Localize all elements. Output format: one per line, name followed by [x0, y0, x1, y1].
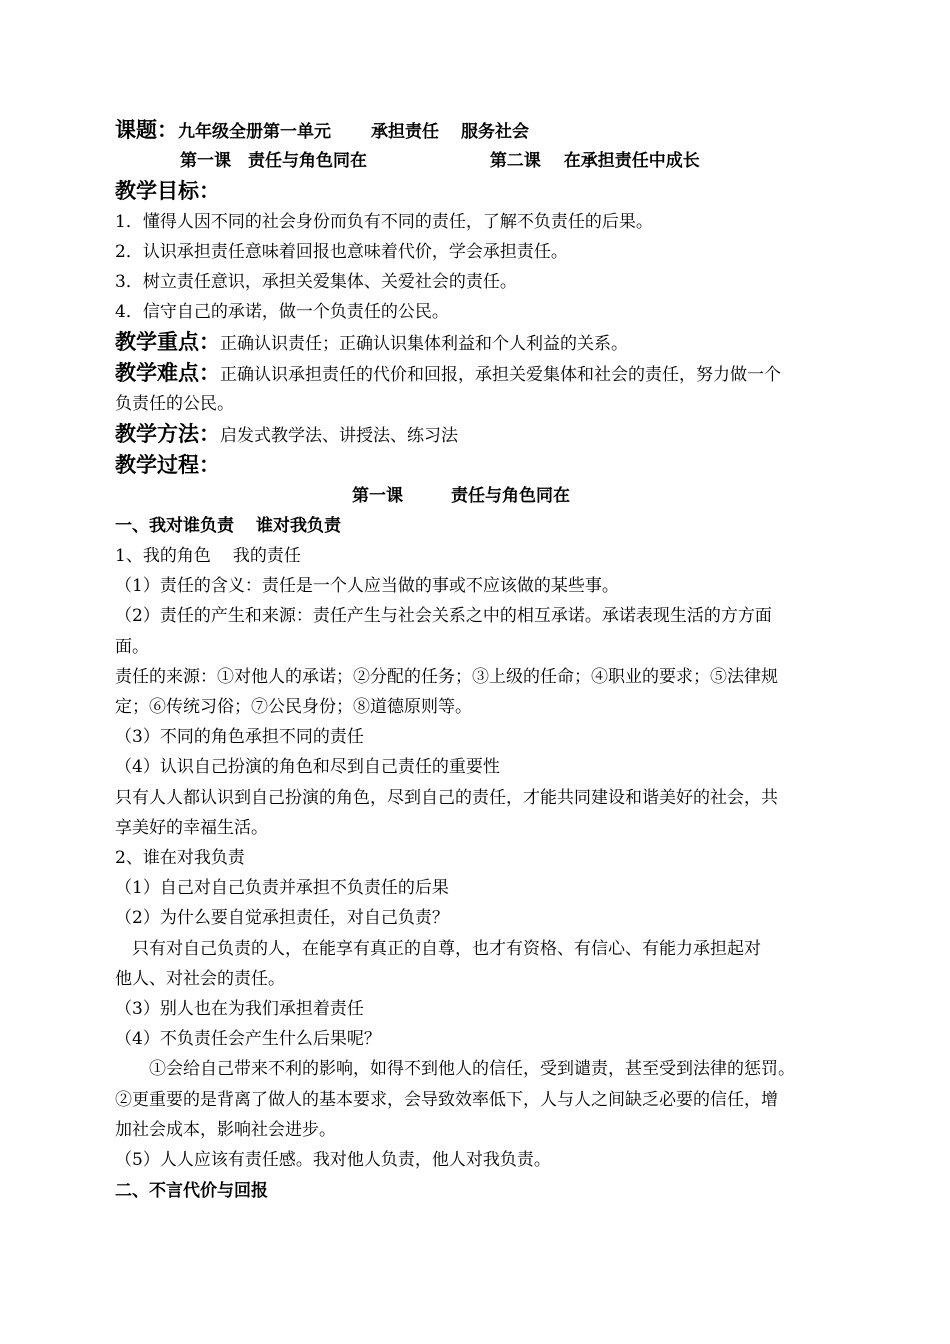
difficulties-line	[115, 362, 840, 386]
body-line-5: 定；⑥传统习俗；⑦公民身份；⑧道德原则等。	[115, 697, 472, 717]
lesson2-title: 第二课 在承担责任中成长	[489, 151, 700, 171]
body-line-4: 责任的来源：①对他人的承诺；②分配的任务；③上级的任命；④职业的要求；⑤法律规	[115, 667, 778, 687]
objective-item-4: 4．信守自己的承诺，做一个负责任的公民。	[115, 302, 449, 322]
body-line-17: ①会给自己带来不利的影响，如得不到他人的信任，受到谴责，甚至受到法律的惩罚。	[115, 1059, 795, 1079]
objectives-heading: 教学目标：	[115, 179, 220, 203]
lesson-title-a: 第一课	[352, 486, 403, 506]
title-part1: 承担责任	[371, 122, 439, 142]
body-line-3: 面。	[115, 637, 149, 657]
title-part2: 服务社会	[461, 122, 529, 142]
objective-item-3: 3．树立责任意识，承担关爱集体、关爱社会的责任。	[115, 272, 517, 292]
body-line-11: （1）自己对自己负责并承担不负责任的后果	[115, 878, 449, 898]
difficulties-text-2: 负责任的公民。	[115, 394, 234, 414]
title-label: 课题：	[115, 118, 178, 142]
section1-line	[115, 515, 840, 537]
lesson1-title: 第一课 责任与角色同在	[180, 151, 367, 171]
body-line-13: 只有对自己负责的人，在能享有真正的自尊，也才有资格、有信心、有能力承担起对	[115, 939, 761, 959]
body-line-6: （3）不同的角色承担不同的责任	[115, 727, 364, 747]
body-line-7: （4）认识自己扮演的角色和尽到自己责任的重要性	[115, 757, 500, 777]
section1-a: 一、我对谁负责	[115, 516, 234, 536]
body-line-12: （2）为什么要自觉承担责任，对自己负责？	[115, 908, 449, 928]
difficulties-label: 教学难点：	[115, 361, 220, 385]
body-line-2: （2）责任的产生和来源：责任产生与社会关系之中的相互承诺。承诺表现生活的方方面	[115, 606, 772, 626]
section2-heading: 二、不言代价与回报	[115, 1181, 268, 1201]
sub1-a: 1、我的角色	[115, 546, 211, 566]
objective-item-2: 2．认识承担责任意味着回报也意味着代价，学会承担责任。	[115, 242, 568, 262]
process-heading: 教学过程：	[115, 453, 220, 477]
lesson-title-b: 责任与角色同在	[451, 486, 570, 506]
methods-line	[115, 423, 840, 447]
body-line-10: 2、谁在对我负责	[115, 848, 245, 868]
body-line-15: （3）别人也在为我们承担着责任	[115, 999, 364, 1019]
body-line-9: 享美好的幸福生活。	[115, 818, 268, 838]
sub1-b: 我的责任	[232, 546, 301, 566]
key-points-line	[115, 331, 840, 355]
difficulties-text-1: 正确认识承担责任的代价和回报，承担关爱集体和社会的责任，努力做一个	[220, 365, 781, 385]
lesson-title-line	[352, 485, 950, 507]
body-line-19: 加社会成本，影响社会进步。	[115, 1120, 336, 1140]
body-line-1: （1）责任的含义：责任是一个人应当做的事或不应该做的某些事。	[115, 576, 619, 596]
lesson-subtitle-line	[180, 150, 905, 172]
body-line-14: 他人、对社会的责任。	[115, 969, 285, 989]
body-line-16: （4）不负责任会产生什么后果呢？	[115, 1029, 381, 1049]
section1-b: 谁对我负责	[256, 516, 341, 536]
methods-text: 启发式教学法、讲授法、练习法	[220, 426, 458, 446]
objective-item-1: 1．懂得人因不同的社会身份而负有不同的责任，了解不负责任的后果。	[115, 212, 653, 232]
title-unit: 九年级全册第一单元	[178, 122, 331, 142]
methods-label: 教学方法：	[115, 422, 220, 446]
title-line	[115, 119, 840, 143]
key-points-label: 教学重点：	[115, 330, 220, 354]
body-line-20: （5）人人应该有责任感。我对他人负责，他人对我负责。	[115, 1150, 551, 1170]
body-line-8: 只有人人都认识到自己扮演的角色，尽到自己的责任，才能共同建设和谐美好的社会，共	[115, 788, 778, 808]
sub1-line	[115, 545, 840, 567]
body-line-18: ②更重要的是背离了做人的基本要求，会导致效率低下，人与人之间缺乏必要的信任，增	[115, 1090, 778, 1110]
key-points-text: 正确认识责任；正确认识集体利益和个人利益的关系。	[220, 334, 628, 354]
